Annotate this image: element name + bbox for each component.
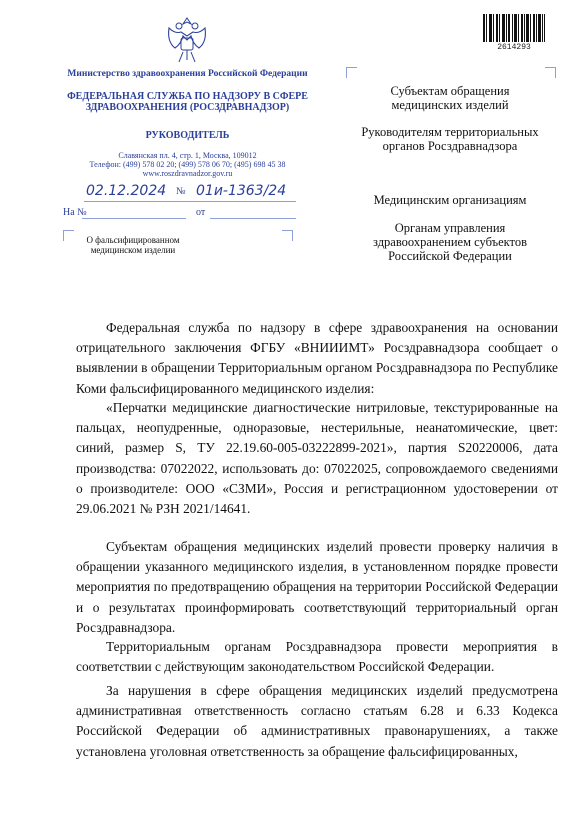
barcode-icon	[483, 14, 545, 42]
reference-from-label: от	[196, 207, 206, 218]
recipient: Субъектам обращения медицинских изделий	[390, 84, 510, 112]
head-title: РУКОВОДИТЕЛЬ	[145, 130, 230, 141]
russian-coat-of-arms-icon	[165, 14, 209, 66]
registration-underline	[84, 201, 296, 202]
website: www.roszdravnadzor.gov.ru	[142, 169, 233, 178]
agency-name: ФЕДЕРАЛЬНАЯ СЛУЖБА ПО НАДЗОРУ В СФЕРЕ ЗДРАВООХРАНЕНИЯ (РОСЗДРАВНАДЗОР)	[67, 91, 308, 113]
recipient-bracket-right	[545, 67, 556, 78]
recipient: Руководителям территориальных органов Росздравнадзора	[361, 125, 539, 153]
body-paragraph: Территориальным органам Росздравнадзора провести мероприятия в соответствии с действующим законодательством Российской Федерации.	[76, 639, 558, 675]
recipient-bracket-left	[346, 67, 357, 78]
subject-bracket-right	[282, 230, 293, 241]
body-paragraph: «Перчатки медицинские диагностические нитриловые, текстурированные на пальцах, неопудренные, одноразовые, нестерильные, неанатомические, цвет: синий, размер S, ТУ 22.19.60-005-03222899-2021», партия S20220006, дата производства: 07022022, использовать до: 07022025, сопровождаемого сведениями о производителе: ООО «СЗМИ», Россия и регистрационном удостоверении от 29.06.2021 № РЗН 2021/14641.	[76, 400, 558, 517]
reference-date-underline	[210, 218, 296, 219]
recipient: Медицинским организациям	[373, 193, 527, 207]
registration-number: 01и-1363/24	[196, 183, 287, 199]
reference-label: На №	[63, 207, 87, 218]
reference-number-underline	[82, 218, 186, 219]
body-paragraph: За нарушения в сфере обращения медицинских изделий предусмотрена административная ответственность согласно статьям 6.28 и 6.33 Кодекса Российской Федерации об административных правонарушениях, а также установлена уголовная ответственность за обращение фальсифицированных,	[76, 683, 558, 759]
registration-number-label: №	[176, 186, 186, 197]
phone: Телефон: (499) 578 02 20; (499) 578 06 70; (495) 698 45 38	[89, 160, 286, 169]
letter-subject: О фальсифицированном медицинском изделии	[86, 235, 180, 255]
ministry-name: Министерство здравоохранения Российской Федерации	[67, 69, 308, 79]
body-paragraph: Федеральная служба по надзору в сфере здравоохранения на основании отрицательного заключения ФГБУ «ВНИИИМТ» Росздравнадзора сообщает о выявлении в обращении Территориальным органом Росздравнадзора по Республике Коми фальсифицированного медицинского изделия:	[76, 320, 558, 396]
body-paragraph: Субъектам обращения медицинских изделий провести проверку наличия в обращении указанного медицинского изделия, в установленном порядке провести мероприятия по предотвращению обращения на территории Российской Федерации и о результатах проинформировать соответствующий территориальный орган Росздравнадзора.	[76, 539, 558, 635]
recipient: Органам управления здравоохранением субъектов Российской Федерации	[372, 221, 527, 263]
contacts-block	[60, 151, 315, 178]
registration-date: 02.12.2024	[86, 183, 167, 199]
barcode-number: 2614293	[497, 43, 531, 52]
address: Славянская пл. 4, стр. 1, Москва, 109012	[118, 151, 257, 160]
